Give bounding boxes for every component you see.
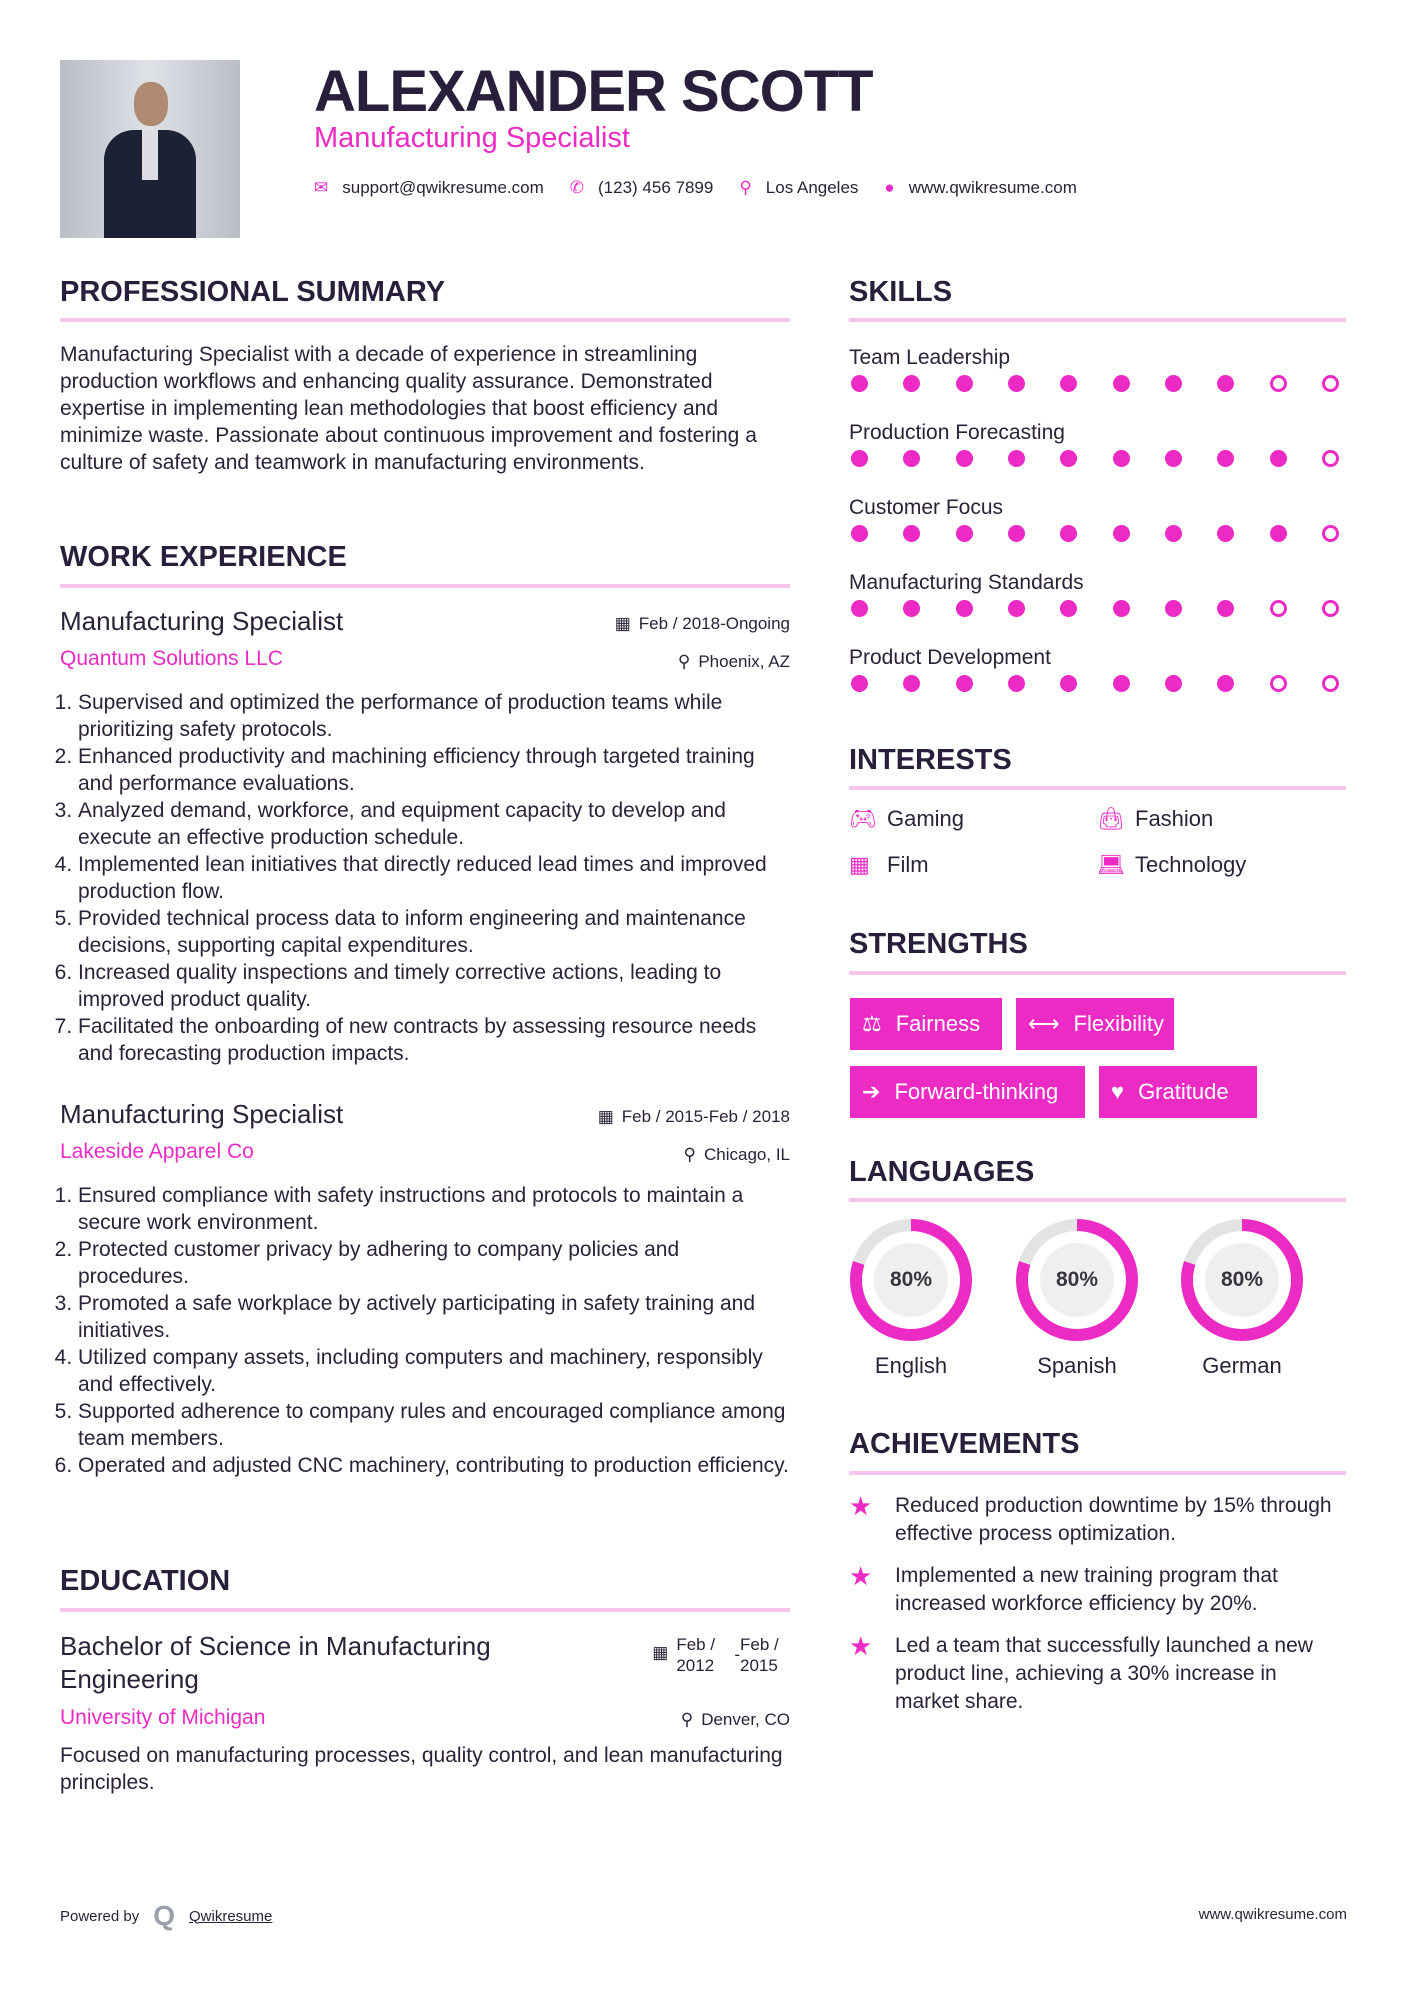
job-location: Chicago, IL (704, 1145, 790, 1164)
rating-dot-filled (903, 450, 920, 467)
rating-dot-filled (1008, 525, 1025, 542)
rating-dot-filled (1060, 375, 1077, 392)
divider (60, 318, 790, 322)
bullet: 7. Facilitated the onboarding of new contracts by assessing resource needs and forecasting production impacts. (78, 1013, 790, 1067)
language-progress-ring (1181, 1219, 1303, 1341)
pushpin-icon: ⚲ (677, 652, 691, 671)
achievement-text: Reduced production downtime by 15% through effective process optimization. (895, 1494, 1332, 1545)
job-bullets (60, 1182, 790, 1479)
candidate-title: Manufacturing Specialist (314, 122, 630, 154)
profile-photo (60, 60, 240, 238)
bullet: 6. Increased quality inspections and timely corrective actions, leading to improved product quality. (78, 959, 790, 1013)
summary-text: Manufacturing Specialist with a decade of experience in streamlining production workflows and enhancing quality assurance. Demonstrated expertise in implementing lean methodologies that boost efficiency and minimize waste. Passionate about continuous improvement and fostering a culture of safety and teamwork in manufacturing environments. (60, 343, 757, 474)
skill-item (849, 416, 1346, 491)
interest-label: Technology (1135, 852, 1247, 877)
rating-dot-filled (956, 675, 973, 692)
languages-heading: LANGUAGES (849, 1156, 1035, 1188)
job-bullets (60, 689, 790, 1067)
interest-label: Fashion (1135, 806, 1214, 831)
strength-tag (850, 998, 1002, 1050)
rating-dot-filled (956, 450, 973, 467)
rating-dot-filled (1008, 675, 1025, 692)
rating-dot-filled (1113, 600, 1130, 617)
bullet: 3. Analyzed demand, workforce, and equipment capacity to develop and execute an effective production schedule. (78, 797, 790, 851)
rating-dot-empty (1270, 600, 1287, 617)
job-date: Feb / 2015-Feb / 2018 (621, 1107, 790, 1126)
rating-dot-filled (1008, 450, 1025, 467)
experience-heading: WORK EXPERIENCE (60, 541, 347, 573)
skill-item (849, 341, 1346, 416)
job-title: Manufacturing Specialist (60, 1099, 344, 1129)
rating-dot-empty (1322, 675, 1339, 692)
edu-date-start: Feb / 2012 (676, 1635, 716, 1675)
interests-heading: INTERESTS (849, 744, 1012, 776)
heart-icon: ♥ (1111, 1079, 1125, 1104)
divider (849, 786, 1346, 790)
skill-rating (851, 375, 1339, 392)
edu-description: Focused on manufacturing processes, quality control, and lean manufacturing principles. (60, 1744, 783, 1794)
contact-email[interactable]: support@qwikresume.com (342, 178, 544, 197)
bullet: 3. Promoted a safe workplace by actively participating in safety training and initiatives. (78, 1290, 790, 1344)
rating-dot-filled (903, 600, 920, 617)
phone-icon: ✆ (569, 178, 584, 197)
laptop-icon: 💻︎ (1097, 852, 1125, 877)
interest-item (1097, 806, 1213, 832)
strength-tag (1099, 1066, 1257, 1118)
job-title: Manufacturing Specialist (60, 606, 344, 636)
rating-dot-empty (1322, 375, 1339, 392)
rating-dot-filled (956, 600, 973, 617)
bullet: 1. Supervised and optimized the performance of production teams while prioritizing safety protocols. (78, 689, 790, 743)
rating-dot-empty (1270, 675, 1287, 692)
rating-dot-filled (851, 375, 868, 392)
skill-name: Manufacturing Standards (849, 571, 1084, 594)
skill-rating (851, 525, 1339, 542)
language-name: German (1202, 1353, 1282, 1378)
bullet: 1. Ensured compliance with safety instructions and protocols to maintain a secure work environment. (78, 1182, 790, 1236)
skill-item (849, 491, 1346, 566)
language-progress-ring (850, 1219, 972, 1341)
skill-item (849, 566, 1346, 641)
achievement-item (849, 1562, 1346, 1618)
qwikresume-logo-icon: Q (153, 1900, 175, 1931)
rating-dot-filled (956, 375, 973, 392)
interest-label: Film (887, 852, 929, 877)
map-marker-icon: ⚲ (739, 178, 752, 197)
rating-dot-filled (851, 600, 868, 617)
bullet: 4. Utilized company assets, including computers and machinery, responsibly and effectively. (78, 1344, 790, 1398)
gamepad-icon: 🎮︎ (849, 806, 877, 831)
rating-dot-filled (1165, 675, 1182, 692)
strength-label: Gratitude (1138, 1079, 1229, 1104)
skills-heading: SKILLS (849, 276, 953, 308)
rating-dot-filled (1217, 375, 1234, 392)
rating-dot-filled (1060, 675, 1077, 692)
language-percent: 80% (1040, 1243, 1114, 1317)
strengths-heading: STRENGTHS (849, 928, 1028, 960)
footer-powered (60, 1900, 272, 1932)
rating-dot-filled (1060, 450, 1077, 467)
rating-dot-filled (1060, 525, 1077, 542)
achievement-text: Led a team that successfully launched a new product line, achieving a 30% increase in market share. (895, 1634, 1313, 1713)
summary-heading: PROFESSIONAL SUMMARY (60, 276, 446, 308)
strength-label: Forward-thinking (894, 1079, 1059, 1104)
edu-date-separator: - (734, 1645, 740, 1664)
candidate-name: ALEXANDER SCOTT (314, 59, 873, 124)
school: University of Michigan (60, 1706, 266, 1729)
language-name: Spanish (1037, 1353, 1117, 1378)
degree: Bachelor of Science in Manufacturing Engineering (60, 1631, 491, 1694)
rating-dot-filled (1165, 450, 1182, 467)
language-percent: 80% (1205, 1243, 1279, 1317)
skill-rating (851, 675, 1339, 692)
pushpin-icon: ⚲ (680, 1710, 694, 1729)
edu-location: Denver, CO (701, 1710, 790, 1729)
film-icon: ▦ (849, 852, 870, 877)
rating-dot-filled (903, 525, 920, 542)
skills-list (849, 341, 1346, 716)
contact-bar (314, 178, 1095, 198)
divider (849, 971, 1346, 975)
edu-date-end: Feb / 2015 (740, 1635, 779, 1675)
interest-label: Gaming (887, 806, 965, 831)
rating-dot-empty (1322, 450, 1339, 467)
interest-item (1097, 852, 1246, 878)
achievement-item (849, 1632, 1346, 1716)
rating-dot-filled (903, 375, 920, 392)
shooting-star-icon: ★ (849, 1561, 873, 1591)
rating-dot-filled (1270, 525, 1287, 542)
bullet: 2. Enhanced productivity and machining efficiency through targeted training and performance evaluations. (78, 743, 790, 797)
achievement-item (849, 1492, 1346, 1548)
contact-phone[interactable]: (123) 456 7899 (598, 178, 714, 197)
rating-dot-empty (1270, 375, 1287, 392)
strength-label: Flexibility (1073, 1011, 1165, 1036)
skill-rating (851, 450, 1339, 467)
rating-dot-filled (903, 675, 920, 692)
divider (849, 1471, 1346, 1475)
job-location: Phoenix, AZ (698, 652, 790, 671)
divider (849, 318, 1346, 322)
bullet: 5. Provided technical process data to inform engineering and maintenance decisions, supporting capital expenditures. (78, 905, 790, 959)
interest-item (849, 852, 929, 878)
powered-by-label: Powered by (60, 1907, 140, 1925)
divider (60, 584, 790, 588)
envelope-icon: ✉ (314, 178, 329, 197)
arrows-h-icon: ⟷ (1028, 1011, 1060, 1036)
rating-dot-filled (1165, 600, 1182, 617)
rating-dot-filled (1008, 600, 1025, 617)
brand-link[interactable]: Qwikresume (189, 1907, 273, 1925)
education-heading: EDUCATION (60, 1565, 231, 1597)
interest-item (849, 806, 964, 832)
rating-dot-filled (851, 525, 868, 542)
job-entry (60, 1099, 790, 1479)
rating-dot-filled (1165, 375, 1182, 392)
skill-name: Customer Focus (849, 496, 1004, 519)
divider (60, 1608, 790, 1612)
shooting-star-icon: ★ (849, 1631, 873, 1661)
bullet: 6. Operated and adjusted CNC machinery, contributing to production efficiency. (78, 1452, 790, 1479)
rating-dot-filled (1113, 450, 1130, 467)
rating-dot-filled (1270, 450, 1287, 467)
skill-rating (851, 600, 1339, 617)
balance-scale-icon: ⚖ (862, 1011, 882, 1036)
rating-dot-filled (1113, 525, 1130, 542)
calendar-icon: ▦ (614, 614, 631, 633)
rating-dot-filled (1060, 600, 1077, 617)
job-company: Lakeside Apparel Co (60, 1140, 254, 1163)
skill-name: Production Forecasting (849, 421, 1065, 444)
rating-dot-filled (1008, 375, 1025, 392)
education-entry (60, 1630, 790, 1796)
rating-dot-filled (1113, 375, 1130, 392)
language-percent: 80% (874, 1243, 948, 1317)
strength-label: Fairness (895, 1011, 981, 1036)
achievement-text: Implemented a new training program that increased workforce efficiency by 20%. (895, 1564, 1278, 1615)
rating-dot-filled (1165, 525, 1182, 542)
bullet: 2. Protected customer privacy by adhering to company policies and procedures. (78, 1236, 790, 1290)
bullet: 5. Supported adherence to company rules and encouraged compliance among team members. (78, 1398, 790, 1452)
job-company: Quantum Solutions LLC (60, 647, 283, 670)
rating-dot-filled (1113, 675, 1130, 692)
skill-item (849, 641, 1346, 716)
language-name: English (874, 1353, 948, 1378)
strength-tag (1016, 998, 1174, 1050)
rating-dot-filled (1217, 450, 1234, 467)
skill-name: Team Leadership (849, 346, 1011, 369)
rating-dot-filled (1217, 600, 1234, 617)
calendar-icon: ▦ (597, 1107, 614, 1126)
rating-dot-filled (1217, 525, 1234, 542)
achievements-heading: ACHIEVEMENTS (849, 1428, 1080, 1460)
divider (849, 1198, 1346, 1202)
rating-dot-filled (851, 450, 868, 467)
shopping-bag-icon: 👜︎ (1097, 806, 1125, 831)
bullet: 4. Implemented lean initiatives that directly reduced lead times and improved production flow. (78, 851, 790, 905)
rating-dot-empty (1322, 525, 1339, 542)
rating-dot-filled (956, 525, 973, 542)
rating-dot-filled (1217, 675, 1234, 692)
contact-location: Los Angeles (765, 178, 859, 197)
calendar-icon: ▦ (652, 1643, 669, 1662)
contact-website[interactable]: www.qwikresume.com (908, 178, 1077, 197)
shooting-star-icon: ★ (849, 1491, 873, 1521)
pushpin-icon: ⚲ (683, 1145, 696, 1164)
globe-icon: ● (884, 178, 895, 197)
skill-name: Product Development (849, 646, 1051, 669)
job-entry (60, 606, 790, 1067)
arrow-right-icon: ➔ (862, 1079, 881, 1104)
rating-dot-empty (1322, 600, 1339, 617)
strength-tag (850, 1066, 1085, 1118)
rating-dot-filled (851, 675, 868, 692)
job-date: Feb / 2018-Ongoing (638, 614, 790, 633)
footer-url[interactable]: www.qwikresume.com (1198, 1906, 1347, 1923)
language-progress-ring (1016, 1219, 1138, 1341)
